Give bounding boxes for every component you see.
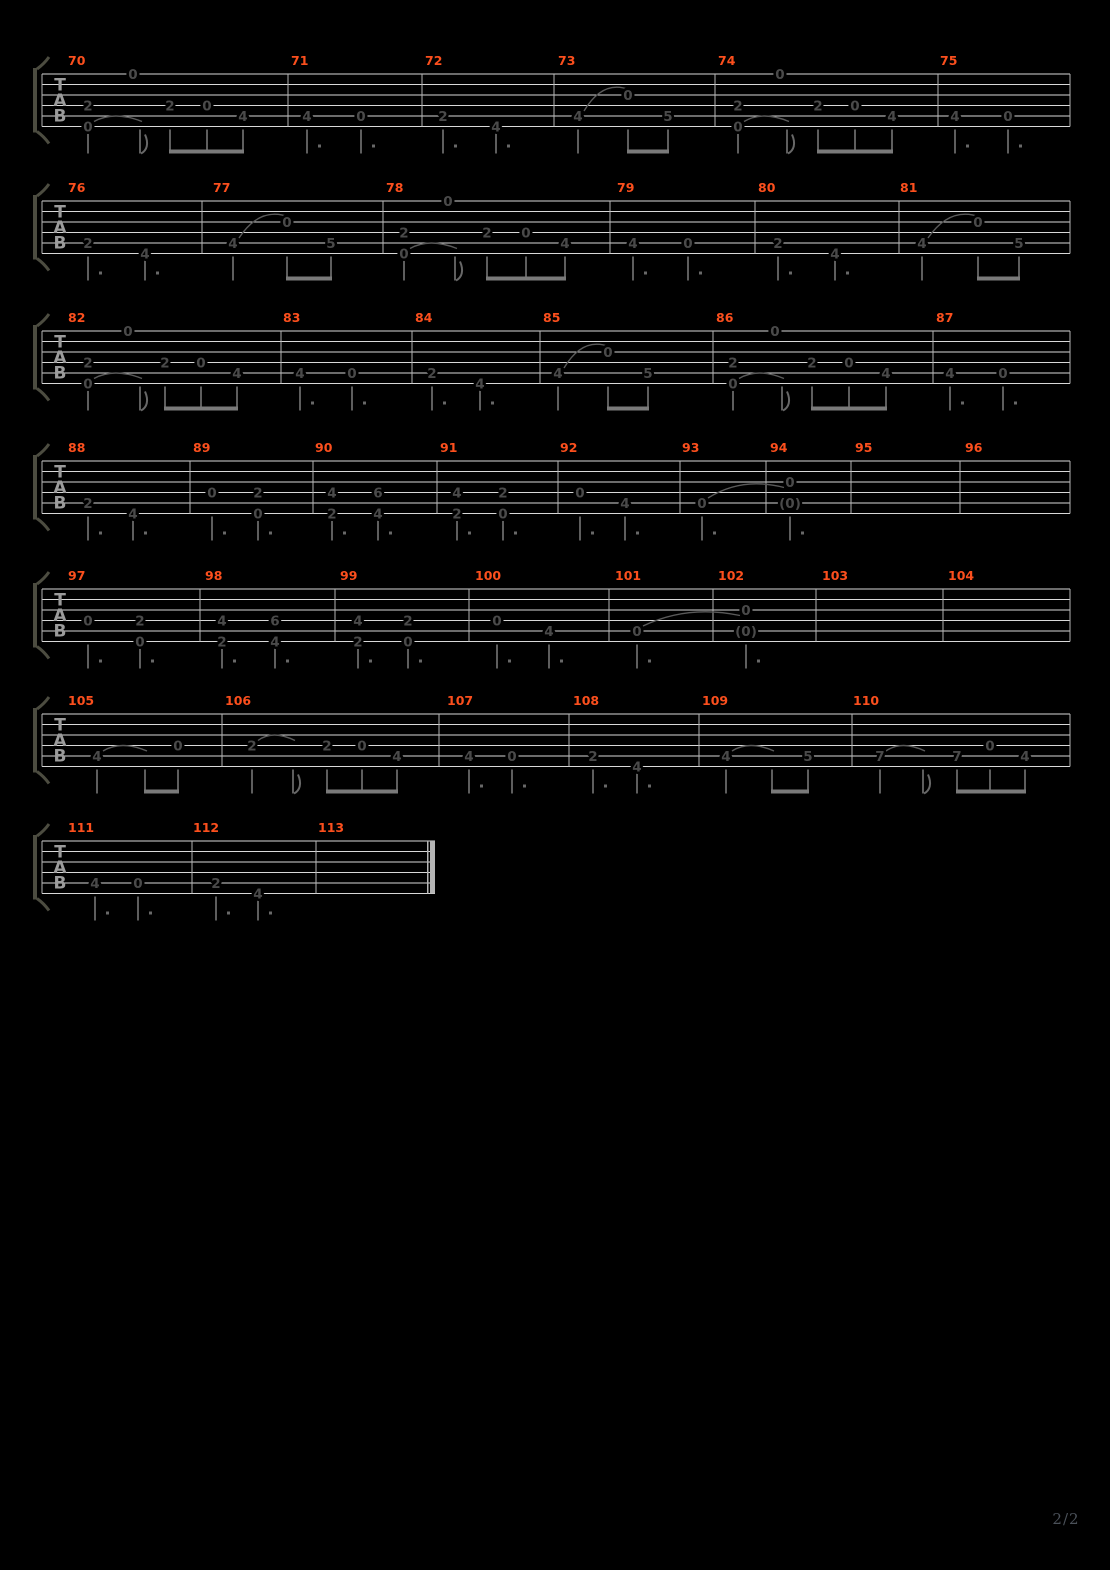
measure-number: 96 bbox=[965, 440, 983, 455]
measure-number: 93 bbox=[682, 440, 700, 455]
fret-number: 0 bbox=[443, 193, 453, 210]
fret-number: 2 bbox=[247, 738, 257, 755]
fret-number: 2 bbox=[83, 235, 93, 252]
fret-number: 2 bbox=[217, 634, 227, 651]
fret-number: 2 bbox=[160, 355, 170, 372]
measure-number: 103 bbox=[822, 568, 849, 583]
fret-number: 4 bbox=[950, 108, 960, 125]
measure-number: 92 bbox=[560, 440, 578, 455]
fret-number: 4 bbox=[464, 748, 474, 765]
tab-clef-letter: T bbox=[54, 202, 66, 223]
tab-clef-letter: T bbox=[54, 332, 66, 353]
measure-number: 79 bbox=[617, 180, 635, 195]
measure-number: 91 bbox=[440, 440, 458, 455]
fret-number: 0 bbox=[850, 98, 860, 115]
measure-number: 87 bbox=[936, 310, 954, 325]
fret-number: 4 bbox=[553, 365, 563, 382]
fret-number: 4 bbox=[92, 748, 102, 765]
tab-clef-letter: A bbox=[53, 348, 67, 368]
fret-number: 0 bbox=[733, 119, 743, 136]
measure-number: 83 bbox=[283, 310, 301, 325]
fret-number: 0 bbox=[521, 225, 531, 242]
tab-clef-letter: A bbox=[53, 478, 67, 498]
fret-number: 2 bbox=[773, 235, 783, 252]
fret-number: 0 bbox=[135, 634, 145, 651]
tab-clef-letter: T bbox=[54, 842, 66, 863]
tab-clef-letter: B bbox=[53, 493, 67, 514]
tab-clef-letter: T bbox=[54, 75, 66, 96]
measure-number: 77 bbox=[213, 180, 231, 195]
measure-number: 99 bbox=[340, 568, 358, 583]
tab-system-2 bbox=[33, 180, 1071, 281]
fret-number: 0 bbox=[202, 98, 212, 115]
fret-number: 4 bbox=[128, 506, 138, 523]
fret-number: 4 bbox=[887, 108, 897, 125]
measure-number: 76 bbox=[68, 180, 86, 195]
measure-number: 71 bbox=[291, 53, 309, 68]
measure-number: 86 bbox=[716, 310, 734, 325]
tab-clef-letter: A bbox=[53, 858, 67, 878]
measure-number: 84 bbox=[415, 310, 433, 325]
fret-number: 2 bbox=[327, 506, 337, 523]
fret-number: 2 bbox=[211, 875, 221, 892]
measure-number: 80 bbox=[758, 180, 776, 195]
measure-number: 82 bbox=[68, 310, 86, 325]
tab-clef-letter: B bbox=[53, 363, 67, 384]
fret-number: 4 bbox=[475, 376, 485, 393]
fret-number: 4 bbox=[945, 365, 955, 382]
fret-number: 0 bbox=[998, 365, 1008, 382]
fret-number: 0 bbox=[253, 506, 263, 523]
fret-number: 4 bbox=[881, 365, 891, 382]
fret-number: 0 bbox=[347, 365, 357, 382]
measure-number: 108 bbox=[573, 693, 600, 708]
tab-system-4 bbox=[33, 440, 1071, 541]
tab-clef-letter: A bbox=[53, 731, 67, 751]
measure-number: 90 bbox=[315, 440, 333, 455]
tab-clef-letter: B bbox=[53, 621, 67, 642]
measure-number: 72 bbox=[425, 53, 443, 68]
fret-number: 2 bbox=[399, 225, 409, 242]
fret-number: 0 bbox=[728, 376, 738, 393]
tab-clef-letter: B bbox=[53, 106, 67, 127]
fret-number: 4 bbox=[253, 886, 263, 903]
fret-number: 2 bbox=[135, 613, 145, 630]
fret-number: 0 bbox=[357, 738, 367, 755]
tab-clef-letter: B bbox=[53, 873, 67, 894]
fret-number: 4 bbox=[917, 235, 927, 252]
tab-clef-letter: T bbox=[54, 590, 66, 611]
fret-number: 0 bbox=[492, 613, 502, 630]
fret-number: 7 bbox=[952, 748, 962, 765]
measure-number: 95 bbox=[855, 440, 873, 455]
fret-number: 4 bbox=[238, 108, 248, 125]
fret-number: 4 bbox=[353, 613, 363, 630]
measure-number: 88 bbox=[68, 440, 86, 455]
fret-number: 0 bbox=[133, 875, 143, 892]
measure-number: 100 bbox=[475, 568, 502, 583]
fret-number: 6 bbox=[373, 485, 383, 502]
fret-number: 0 bbox=[356, 108, 366, 125]
measure-number: 110 bbox=[853, 693, 880, 708]
fret-number: 0 bbox=[632, 623, 642, 640]
fret-number: 4 bbox=[573, 108, 583, 125]
measure-number: 102 bbox=[718, 568, 745, 583]
fret-number: 4 bbox=[620, 495, 630, 512]
fret-number: 5 bbox=[803, 748, 813, 765]
measure-number: 112 bbox=[193, 820, 220, 835]
measure-number: 104 bbox=[948, 568, 975, 583]
measure-number: 97 bbox=[68, 568, 86, 583]
measure-number: 107 bbox=[447, 693, 474, 708]
tab-clef-letter: B bbox=[53, 746, 67, 767]
fret-number: 4 bbox=[1020, 748, 1030, 765]
measure-number: 78 bbox=[386, 180, 404, 195]
fret-number: (0) bbox=[735, 623, 757, 640]
fret-number: 2 bbox=[253, 485, 263, 502]
measure-number: 106 bbox=[225, 693, 252, 708]
measure-number: 73 bbox=[558, 53, 576, 68]
fret-number: 4 bbox=[90, 875, 100, 892]
fret-number: 2 bbox=[438, 108, 448, 125]
tab-clef-letter: A bbox=[53, 91, 67, 111]
fret-number: 0 bbox=[775, 66, 785, 83]
fret-number: 0 bbox=[575, 485, 585, 502]
fret-number: 5 bbox=[663, 108, 673, 125]
fret-number: 2 bbox=[498, 485, 508, 502]
fret-number: 0 bbox=[985, 738, 995, 755]
fret-number: 2 bbox=[813, 98, 823, 115]
fret-number: 4 bbox=[830, 246, 840, 263]
fret-number: 2 bbox=[452, 506, 462, 523]
fret-number: 4 bbox=[232, 365, 242, 382]
fret-number: 4 bbox=[452, 485, 462, 502]
fret-number: 4 bbox=[544, 623, 554, 640]
tab-system-7 bbox=[33, 820, 435, 921]
fret-number: 0 bbox=[403, 634, 413, 651]
fret-number: 2 bbox=[728, 355, 738, 372]
tab-clef-letter: B bbox=[53, 233, 67, 254]
fret-number: 4 bbox=[721, 748, 731, 765]
fret-number: 0 bbox=[173, 738, 183, 755]
fret-number: 0 bbox=[603, 344, 613, 361]
fret-number: 0 bbox=[683, 235, 693, 252]
fret-number: 0 bbox=[623, 87, 633, 104]
fret-number: 2 bbox=[83, 98, 93, 115]
fret-number: 0 bbox=[770, 323, 780, 340]
fret-number: 0 bbox=[282, 214, 292, 231]
fret-number: 2 bbox=[165, 98, 175, 115]
tab-clef-letter: A bbox=[53, 218, 67, 238]
tab-clef-letter: T bbox=[54, 462, 66, 483]
fret-number: 4 bbox=[140, 246, 150, 263]
fret-number: 0 bbox=[83, 119, 93, 136]
fret-number: (0) bbox=[779, 495, 801, 512]
measure-number: 101 bbox=[615, 568, 642, 583]
fret-number: 5 bbox=[326, 235, 336, 252]
fret-number: 5 bbox=[1014, 235, 1024, 252]
fret-number: 0 bbox=[399, 246, 409, 263]
measure-number: 113 bbox=[318, 820, 345, 835]
fret-number: 2 bbox=[353, 634, 363, 651]
fret-number: 7 bbox=[875, 748, 885, 765]
fret-number: 5 bbox=[643, 365, 653, 382]
tab-clef-letter: T bbox=[54, 715, 66, 736]
fret-number: 2 bbox=[322, 738, 332, 755]
measure-number: 75 bbox=[940, 53, 958, 68]
fret-number: 0 bbox=[83, 376, 93, 393]
fret-number: 0 bbox=[128, 66, 138, 83]
tab-system-5 bbox=[33, 568, 1071, 669]
fret-number: 0 bbox=[1003, 108, 1013, 125]
fret-number: 4 bbox=[295, 365, 305, 382]
fret-number: 0 bbox=[741, 602, 751, 619]
tab-system-1 bbox=[33, 53, 1071, 154]
fret-number: 0 bbox=[844, 355, 854, 372]
fret-number: 0 bbox=[83, 613, 93, 630]
fret-number: 4 bbox=[632, 759, 642, 776]
measure-number: 70 bbox=[68, 53, 86, 68]
tab-system-3 bbox=[33, 310, 1071, 411]
fret-number: 2 bbox=[83, 355, 93, 372]
fret-number: 4 bbox=[628, 235, 638, 252]
page-indicator: 2/2 bbox=[1052, 1510, 1080, 1528]
fret-number: 0 bbox=[123, 323, 133, 340]
measure-number: 105 bbox=[68, 693, 95, 708]
measure-number: 98 bbox=[205, 568, 223, 583]
fret-number: 4 bbox=[228, 235, 238, 252]
measure-number: 81 bbox=[900, 180, 918, 195]
fret-number: 4 bbox=[217, 613, 227, 630]
fret-number: 0 bbox=[196, 355, 206, 372]
fret-number: 4 bbox=[392, 748, 402, 765]
fret-number: 4 bbox=[560, 235, 570, 252]
fret-number: 0 bbox=[507, 748, 517, 765]
fret-number: 0 bbox=[697, 495, 707, 512]
fret-number: 4 bbox=[491, 119, 501, 136]
measure-number: 74 bbox=[718, 53, 736, 68]
fret-number: 0 bbox=[207, 485, 217, 502]
fret-number: 4 bbox=[373, 506, 383, 523]
tab-clef-letter: A bbox=[53, 606, 67, 626]
fret-number: 4 bbox=[302, 108, 312, 125]
fret-number: 2 bbox=[427, 365, 437, 382]
fret-number: 2 bbox=[83, 495, 93, 512]
measure-number: 111 bbox=[68, 820, 95, 835]
fret-number: 4 bbox=[270, 634, 280, 651]
fret-number: 2 bbox=[482, 225, 492, 242]
measure-number: 109 bbox=[702, 693, 729, 708]
tab-system-6 bbox=[33, 693, 1071, 794]
fret-number: 6 bbox=[270, 613, 280, 630]
fret-number: 0 bbox=[498, 506, 508, 523]
measure-number: 94 bbox=[770, 440, 788, 455]
fret-number: 0 bbox=[785, 474, 795, 491]
fret-number: 4 bbox=[327, 485, 337, 502]
fret-number: 0 bbox=[973, 214, 983, 231]
fret-number: 2 bbox=[807, 355, 817, 372]
fret-number: 2 bbox=[733, 98, 743, 115]
fret-number: 2 bbox=[403, 613, 413, 630]
fret-number: 2 bbox=[588, 748, 598, 765]
measure-number: 89 bbox=[193, 440, 211, 455]
measure-number: 85 bbox=[543, 310, 561, 325]
